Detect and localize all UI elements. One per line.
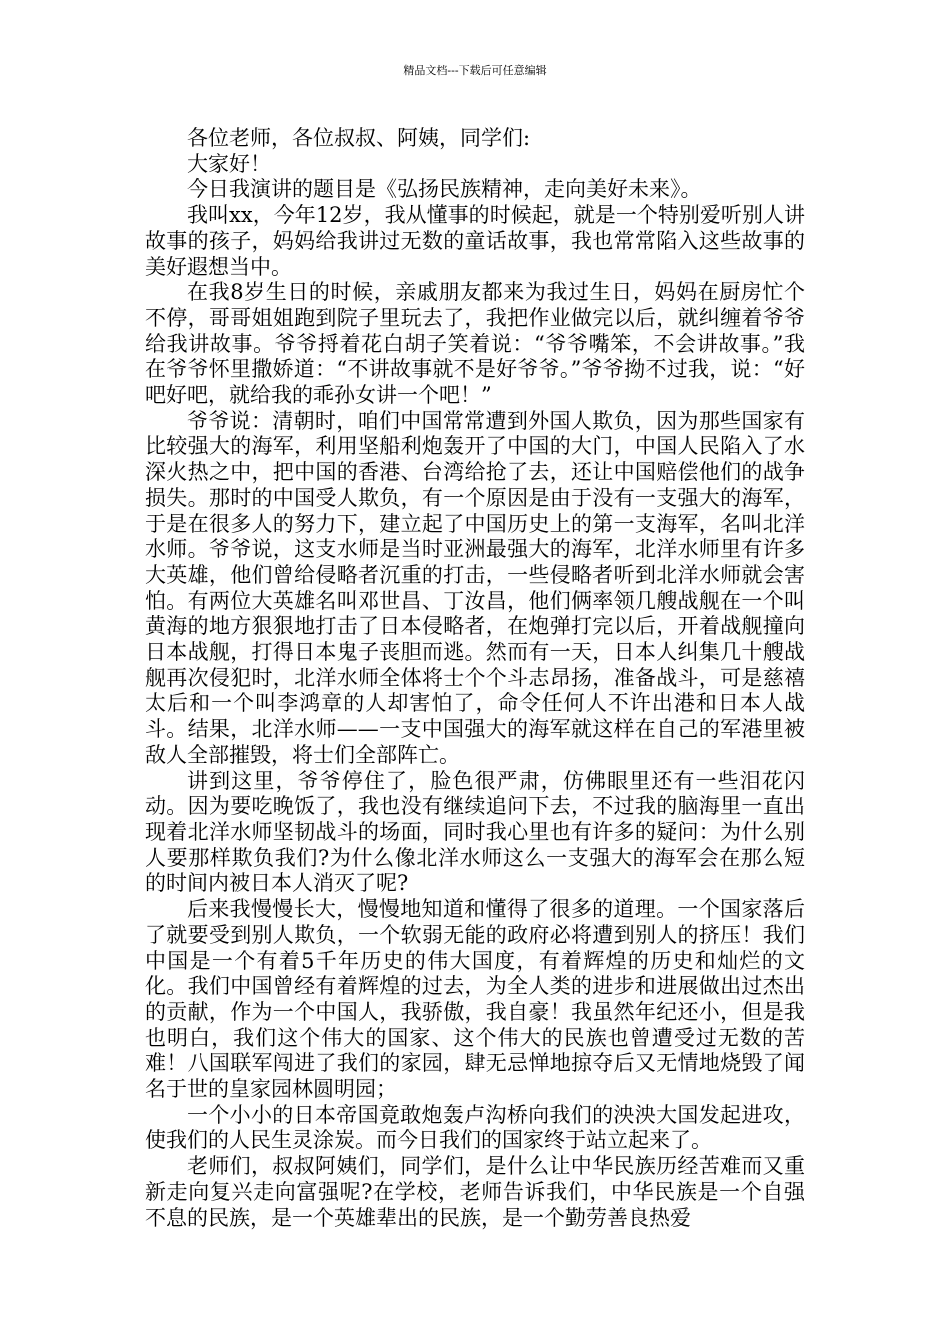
paragraph-growing-up: 后来我慢慢长大，慢慢地知道和懂得了很多的道理。一个国家落后了就要受到别人欺负，一个软弱无能的政府必将遭到别人的挤压！我们中国是一个有着5千年历史的伟大国度，有着辉煌的历史和灿烂的文化。我们中国曾经有着辉煌的过去，为全人类的进步和进展做出过杰出的贡献，作为一个中国人，我骄傲，我自豪！我虽然年纪还小，但是我也明白，我们这个伟大的国家、这个伟大的民族也曾遭受过无数的苦难！八国联军闯进了我们的家园，肆无忌惮地掠夺后又无情地烧毁了闻名于世的皇家园林圆明园； (145, 897, 805, 1102)
paragraph-introduction: 我叫xx，今年12岁，我从懂事的时候起，就是一个特别爱听别人讲故事的孩子，妈妈给我讲过无数的童话故事，我也常常陷入这些故事的美好遐想当中。 (145, 203, 805, 279)
paragraph-topic: 今日我演讲的题目是《弘扬民族精神，走向美好未来》。 (187, 177, 702, 202)
speech-body (145, 126, 805, 1231)
page-header: 精品文档---下载后可任意编辑 (403, 64, 547, 77)
paragraph-japan-invasion: 一个小小的日本帝国竟敢炮轰卢沟桥向我们的泱泱大国发起进攻，使我们的人民生灵涂炭。而今日我们的国家终于站立起来了。 (145, 1102, 805, 1153)
paragraph-salutation: 各位老师，各位叔叔、阿姨，同学们: (187, 126, 531, 150)
paragraph-grandpa-story: 爷爷说：清朝时，咱们中国常常遭到外国人欺负，因为那些国家有比较强大的海军，利用坚船利炮轰开了中国的大门，中国人民陷入了水深火热之中，把中国的香港、台湾给抢了去，还让中国赔偿他们的战争损失。那时的中国受人欺负，有一个原因是由于没有一支强大的海军，于是在很多人的努力下，建立起了中国历史上的第一支海军，名叫北洋水师。爷爷说，这支水师是当时亚洲最强大的海军，北洋水师里有许多大英雄，他们曾给侵略者沉重的打击，一些侵略者听到北洋水师就会害怕。有两位大英雄名叫邓世昌、丁汝昌，他们俩率领几艘战舰在一个叫黄海的地方狠狠地打击了日本侵略者，在炮弹打完以后，开着战舰撞向日本战舰，打得日本鬼子丧胆而逃。然而有一天，日本人纠集几十艘战舰再次侵犯时，北洋水师全体将士个个斗志昂扬，准备战斗，可是慈禧太后和一个叫李鸿章的人却害怕了，命令任何人不许出港和日本人战斗。结果，北洋水师——一支中国强大的海军就这样在自己的军港里被敌人全部摧毁，将士们全部阵亡。 (145, 408, 805, 767)
paragraph-revival: 老师们，叔叔阿姨们，同学们，是什么让中华民族历经苦难而又重新走向复兴走向富强呢?在学校，老师告诉我们，中华民族是一个自强不息的民族，是一个英雄辈出的民族，是一个勤劳善良热爱 (145, 1154, 805, 1230)
paragraph-greeting: 大家好！ (187, 151, 271, 176)
paragraph-questions: 讲到这里，爷爷停住了，脸色很严肃，仿佛眼里还有一些泪花闪动。因为要吃晚饭了，我也没有继续追问下去，不过我的脑海里一直出现着北洋水师坚韧战斗的场面，同时我心里也有许多的疑问：为什么别人要那样欺负我们?为什么像北洋水师这么一支强大的海军会在那么短的时间内被日本人消灭了呢? (145, 768, 805, 896)
paragraph-birthday: 在我8岁生日的时候，亲戚朋友都来为我过生日，妈妈在厨房忙个不停，哥哥姐姐跑到院子里玩去了，我把作业做完以后，就纠缠着爷爷给我讲故事。爷爷捋着花白胡子笑着说：“爷爷嘴笨，不会讲故事。”我在爷爷怀里撒娇道：“不讲故事就不是好爷爷。”爷爷拗不过我，说：“好吧好吧，就给我的乖孙女讲一个吧！” (145, 280, 805, 408)
